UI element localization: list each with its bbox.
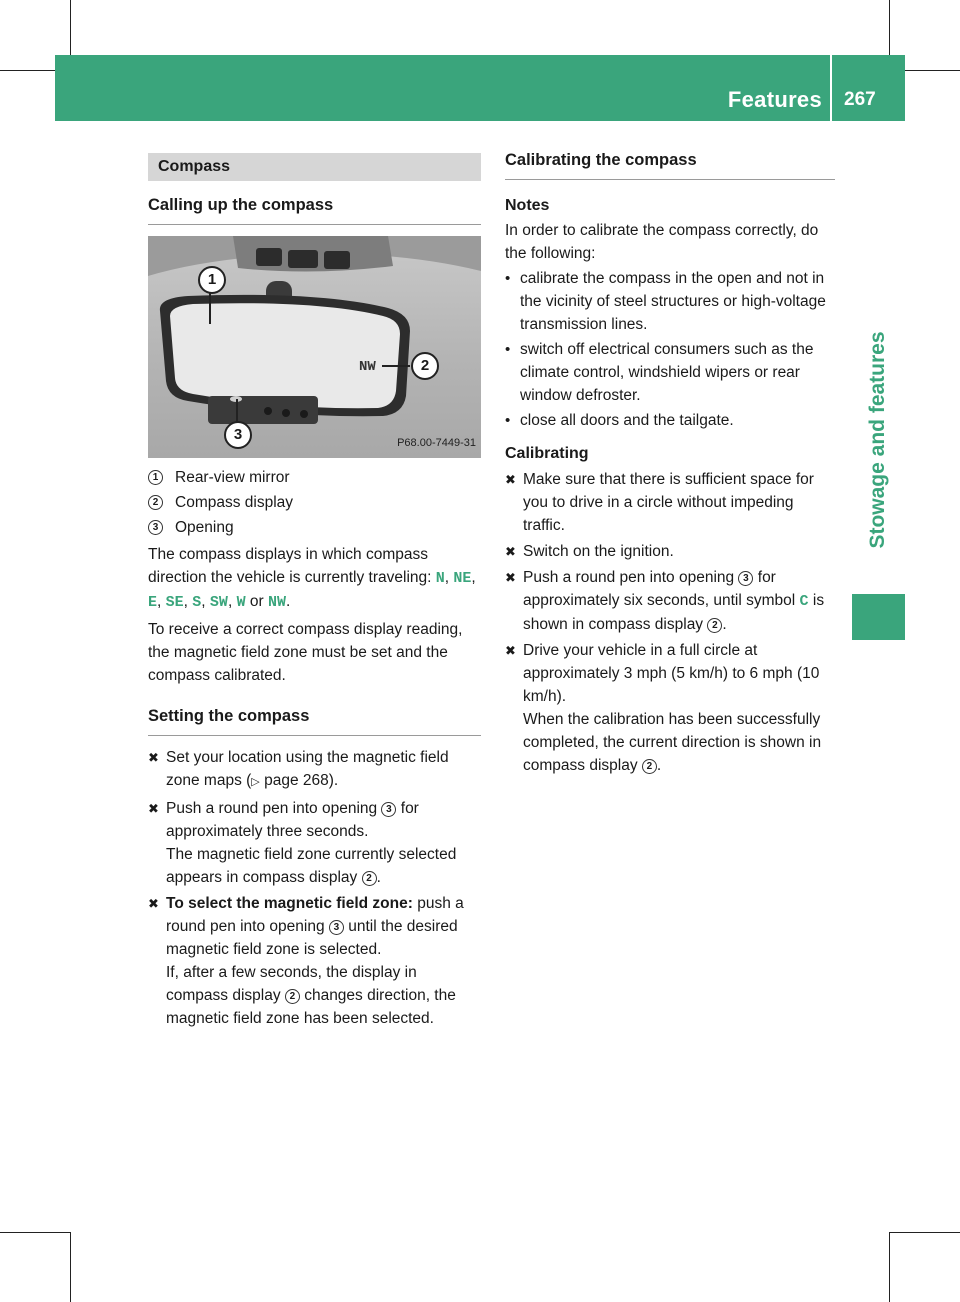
page-ref-text[interactable]: page 268). bbox=[264, 772, 339, 789]
step-text: Make sure that there is sufficient space for you to drive in a circle without impeding traffic. bbox=[523, 471, 814, 534]
directions-paragraph: The compass displays in which compass direction the vehicle is currently traveling: N, NE, E, SE, S, SW, W or NW. bbox=[148, 546, 476, 611]
mirror-illustration bbox=[148, 236, 481, 458]
bullet-icon: • bbox=[505, 270, 511, 287]
step-result: If, after a few seconds, the display in compass display bbox=[166, 964, 417, 1004]
step-text: until the desired magnetic field zone is selected. bbox=[166, 918, 458, 958]
crop-mark bbox=[70, 1232, 71, 1302]
direction-code: SE bbox=[165, 594, 184, 611]
right-column bbox=[505, 149, 835, 777]
crop-mark bbox=[0, 1232, 70, 1233]
section-title: Compass bbox=[148, 153, 481, 181]
arrow-icon: ✖ bbox=[505, 570, 516, 585]
legend-item bbox=[148, 491, 481, 514]
step-result: When the calibration has been successfully completed, the current direction is shown in compass display bbox=[523, 711, 822, 774]
step-text: Push a round pen into opening bbox=[166, 800, 382, 817]
note-item bbox=[505, 409, 835, 432]
step-item: ✖ Push a round pen into opening 3 for approximately six seconds, until symbol C is shown in compass display 2 . bbox=[505, 566, 835, 636]
callout-3: 3 bbox=[224, 421, 252, 449]
step-text: for approximately six seconds, until symbol bbox=[523, 569, 800, 609]
header-title: Features bbox=[727, 87, 822, 112]
number-marker: 3 bbox=[329, 920, 344, 935]
direction-code: SW bbox=[209, 594, 228, 611]
mirror-figure bbox=[148, 236, 481, 458]
step-item bbox=[505, 540, 835, 563]
crop-mark bbox=[889, 1232, 890, 1302]
note-item bbox=[505, 338, 835, 407]
direction-code: N bbox=[435, 570, 445, 587]
legend-label: Compass display bbox=[175, 494, 294, 511]
step-result: changes direction, the magnetic field zone has been selected. bbox=[166, 987, 456, 1027]
left-column bbox=[148, 153, 481, 1030]
note-text: calibrate the compass in the open and not in the vicinity of steel structures or high-voltage transmission lines. bbox=[520, 270, 826, 333]
page-number: 267 bbox=[844, 89, 876, 110]
heading-calibrating-sub: Calibrating bbox=[505, 445, 589, 462]
heading-calling-up: Calling up the compass bbox=[148, 194, 481, 225]
arrow-icon: ✖ bbox=[148, 801, 159, 816]
number-marker: 3 bbox=[738, 571, 753, 586]
crop-mark bbox=[889, 1232, 960, 1233]
step-result: The magnetic field zone currently selected appears in compass display bbox=[166, 846, 457, 886]
direction-code: NE bbox=[453, 570, 472, 587]
legend-item bbox=[148, 466, 481, 489]
direction-code: NW bbox=[267, 594, 286, 611]
step-item bbox=[148, 746, 481, 794]
step-text: Switch on the ignition. bbox=[523, 543, 674, 560]
number-marker: 2 bbox=[707, 618, 722, 633]
callout-1: 1 bbox=[198, 266, 226, 294]
step-text: Push a round pen into opening bbox=[523, 569, 739, 586]
number-marker: 3 bbox=[148, 520, 163, 535]
note-item bbox=[505, 267, 835, 336]
step-item: ✖ Push a round pen into opening 3 for approximately three seconds. The magnetic field zone currently selected appears in compass display 2 . bbox=[148, 797, 481, 889]
number-marker: 2 bbox=[285, 989, 300, 1004]
arrow-icon: ✖ bbox=[505, 544, 516, 559]
step-text: is shown in compass display bbox=[523, 592, 825, 633]
number-marker: 1 bbox=[148, 470, 163, 485]
callout-2: 2 bbox=[411, 352, 439, 380]
bullet-icon: • bbox=[505, 412, 511, 429]
note-text: close all doors and the tailgate. bbox=[520, 412, 734, 429]
directions-intro: The compass displays in which compass direction the vehicle is currently traveling: bbox=[148, 546, 436, 586]
direction-code: E bbox=[148, 594, 158, 611]
step-item: ✖ Drive your vehicle in a full circle at approximately 3 mph (5 km/h) to 6 mph (10 km/h). When the calibration has been successfully completed, the current direction is shown in compass display 2 . bbox=[505, 639, 835, 777]
legend-list bbox=[148, 466, 481, 539]
heading-notes: Notes bbox=[505, 197, 550, 214]
calibration-note-paragraph: To receive a correct compass display reading, the magnetic field zone must be set and the compass calibrated. bbox=[148, 621, 463, 684]
legend-item bbox=[148, 516, 481, 539]
side-tab-marker bbox=[852, 594, 905, 640]
arrow-icon: ✖ bbox=[505, 643, 516, 658]
step-text: for approximately three seconds. bbox=[166, 800, 419, 840]
side-tab-label: Stowage and features bbox=[866, 331, 889, 549]
number-marker: 2 bbox=[148, 495, 163, 510]
step-item bbox=[148, 892, 481, 1030]
compass-display-readout: NW bbox=[359, 359, 376, 375]
step-text: Set your location using the magnetic field zone maps ( bbox=[166, 749, 449, 789]
calibrating-steps bbox=[505, 468, 835, 777]
symbol-code: C bbox=[799, 593, 809, 610]
heading-calibrating: Calibrating the compass bbox=[505, 149, 835, 180]
legend-label: Rear-view mirror bbox=[175, 469, 290, 486]
arrow-icon: ✖ bbox=[148, 896, 159, 911]
setting-steps bbox=[148, 746, 481, 1030]
step-item bbox=[505, 468, 835, 537]
step-text: Drive your vehicle in a full circle at approximately 3 mph (5 km/h) to 6 mph (10 km/h). bbox=[523, 642, 820, 705]
arrow-icon: ✖ bbox=[505, 472, 516, 487]
direction-code: W bbox=[236, 594, 246, 611]
notes-intro: In order to calibrate the compass correctly, do the following: bbox=[505, 222, 819, 262]
step-text: push a round pen into opening bbox=[166, 895, 464, 935]
note-text: switch off electrical consumers such as the climate control, windshield wipers or rear window defroster. bbox=[520, 341, 814, 404]
number-marker: 3 bbox=[381, 802, 396, 817]
legend-label: Opening bbox=[175, 519, 234, 536]
number-marker: 2 bbox=[642, 759, 657, 774]
bullet-icon: • bbox=[505, 341, 511, 358]
page-ref-icon: ▷ bbox=[251, 776, 260, 788]
number-marker: 2 bbox=[362, 871, 377, 886]
direction-code: S bbox=[192, 594, 202, 611]
arrow-icon: ✖ bbox=[148, 750, 159, 765]
header-divider bbox=[830, 55, 832, 121]
heading-setting: Setting the compass bbox=[148, 705, 481, 736]
notes-list bbox=[505, 267, 835, 432]
step-bold-label: To select the magnetic field zone: bbox=[166, 895, 413, 912]
figure-code: P68.00-7449-31 bbox=[397, 437, 476, 449]
